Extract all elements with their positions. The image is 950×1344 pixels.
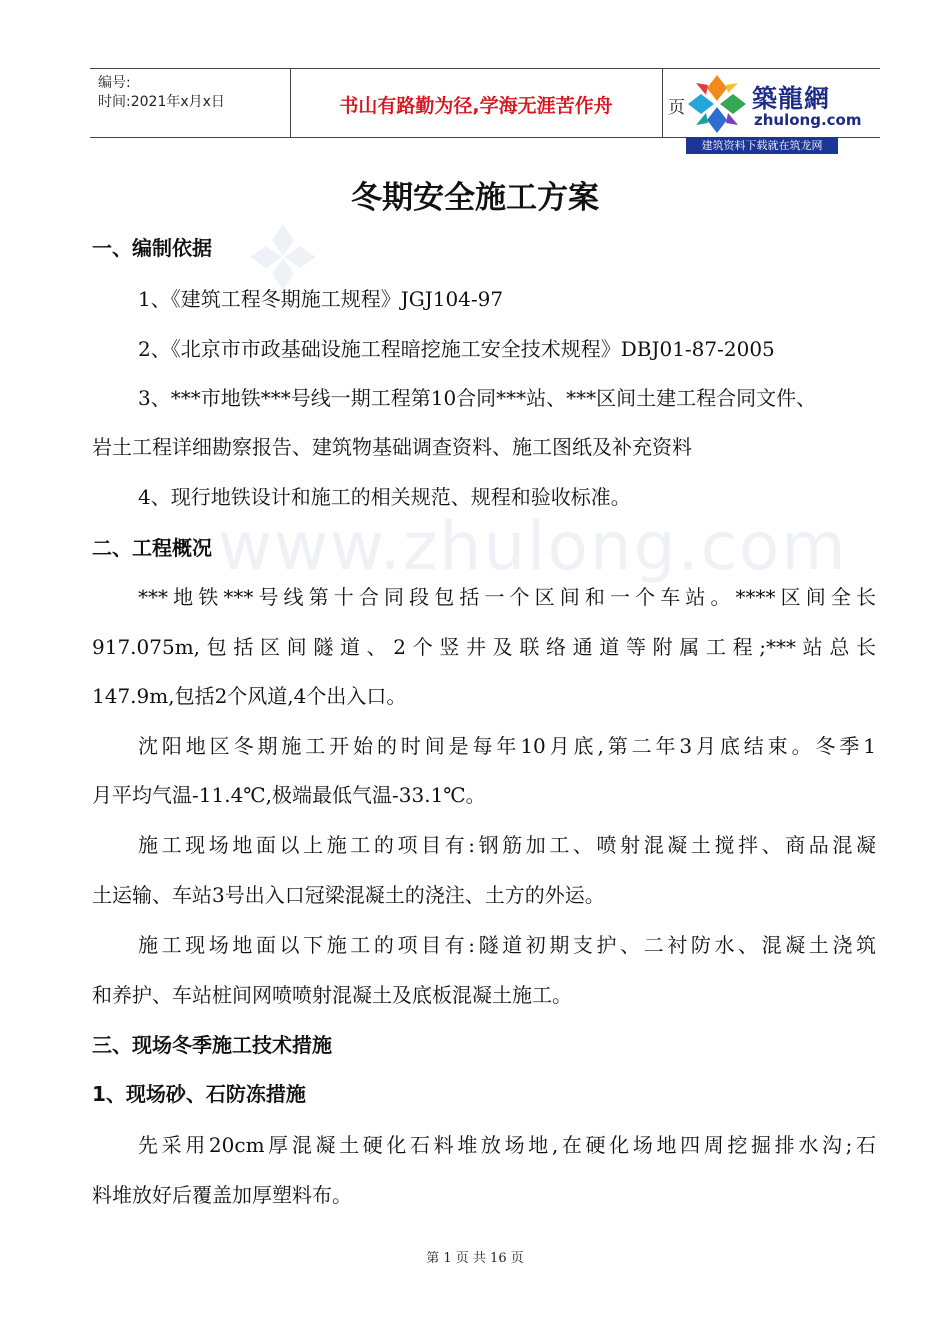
- paragraph-line: 施工现场地面以上施工的项目有:钢筋加工、喷射混凝土搅拌、商品混凝: [138, 833, 876, 857]
- header-info-cell: [90, 69, 291, 137]
- paragraph-line: 917.075m,包括区间隧道、2个竖井及联络通道等附属工程;***站总长: [92, 635, 876, 659]
- list-item: 2、《北京市市政基础设施工程暗挖施工安全技术规程》DBJ01-87-2005: [138, 337, 775, 361]
- paragraph-line: 月平均气温-11.4℃,极端最低气温-33.1℃。: [92, 783, 486, 807]
- number-label: 编号:: [98, 75, 131, 91]
- logo-slogan: 建筑资料下载就在筑龙网: [686, 137, 838, 154]
- subsection-heading: 1、现场砂、石防冻措施: [92, 1082, 306, 1106]
- paragraph-line: 147.9m,包括2个风道,4个出入口。: [92, 684, 407, 708]
- zhulong-logo: [686, 73, 862, 152]
- watermark-text: www.zhulong.com: [218, 508, 848, 585]
- page-glyph: 页: [668, 98, 685, 118]
- logo-domain: zhulong.com: [754, 111, 862, 129]
- paragraph-line: 施工现场地面以下施工的项目有:隧道初期支护、二衬防水、混凝土浇筑: [138, 933, 876, 957]
- logo-name: 築龍網: [752, 84, 831, 113]
- list-item-continuation: 岩土工程详细勘察报告、建筑物基础调查资料、施工图纸及补充资料: [92, 435, 692, 459]
- paragraph-line: 料堆放好后覆盖加厚塑料布。: [92, 1183, 352, 1207]
- paragraph-line: 先采用20cm厚混凝土硬化石料堆放场地,在硬化场地四周挖掘排水沟;石: [138, 1133, 876, 1157]
- logo-mark-icon: [686, 73, 748, 135]
- section-heading: 一、编制依据: [92, 236, 212, 260]
- header-motto-cell: [290, 69, 663, 137]
- date-label: 时间:2021年x月x日: [98, 94, 225, 110]
- section-heading: 三、现场冬季施工技术措施: [92, 1033, 332, 1057]
- document-header: [90, 68, 880, 152]
- page-footer: 第 1 页 共 16 页: [426, 1251, 524, 1266]
- list-item: 4、现行地铁设计和施工的相关规范、规程和验收标准。: [138, 485, 631, 509]
- header-logo-cell: [662, 69, 880, 152]
- motto-text: 书山有路勤为径,学海无涯苦作舟: [339, 95, 613, 117]
- paragraph-line: 土运输、车站3号出入口冠梁混凝土的浇注、土方的外运。: [92, 883, 605, 907]
- paragraph-line: 和养护、车站桩间网喷喷射混凝土及底板混凝土施工。: [92, 983, 572, 1007]
- list-item: 1、《建筑工程冬期施工规程》JGJ104-97: [138, 287, 504, 311]
- page-title: 冬期安全施工方案: [351, 180, 599, 216]
- paragraph-line: 沈阳地区冬期施工开始的时间是每年10月底,第二年3月底结束。冬季1: [138, 734, 876, 758]
- paragraph-line: ***地铁***号线第十合同段包括一个区间和一个车站。****区间全长: [138, 585, 876, 609]
- section-heading: 二、工程概况: [92, 536, 212, 560]
- list-item: 3、***市地铁***号线一期工程第10合同***站、***区间土建工程合同文件、: [138, 386, 817, 410]
